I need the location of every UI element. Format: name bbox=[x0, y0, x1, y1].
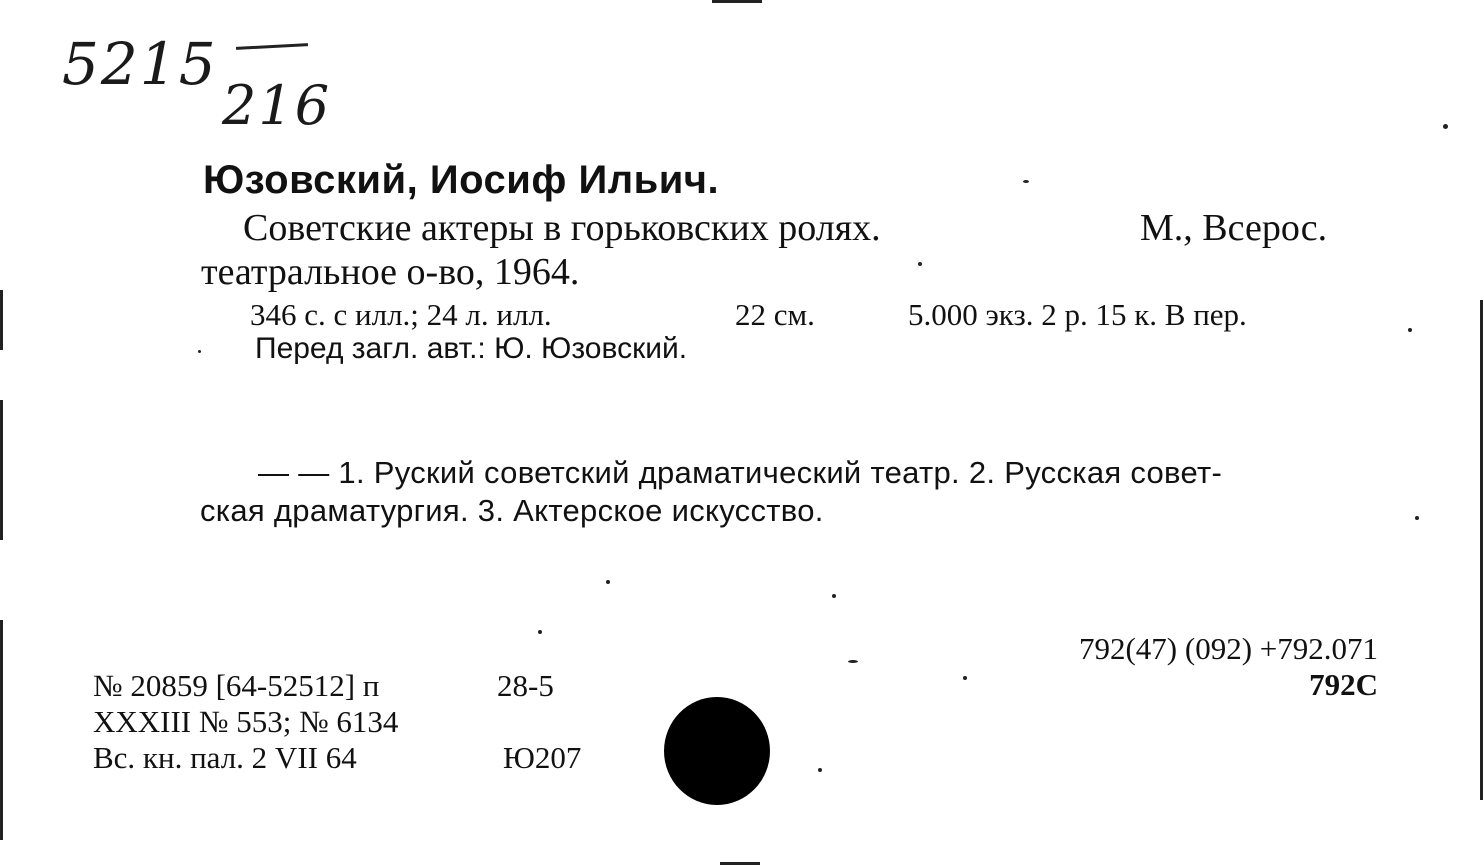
registry-series: XXXIII № 553; № 6134 bbox=[93, 704, 399, 739]
bbk-classification: 792С bbox=[1309, 667, 1378, 702]
publisher-continued: театральное о-во, 1964. bbox=[201, 251, 580, 293]
pagination: 346 с. с илл.; 24 л. илл. bbox=[250, 297, 552, 332]
subject-headings-line2: ская драматургия. 3. Актерское искусство. bbox=[200, 493, 824, 528]
top-edge-mark bbox=[712, 0, 762, 3]
speck bbox=[818, 768, 822, 772]
dimensions: 22 см. bbox=[735, 297, 815, 332]
right-edge-mark bbox=[1480, 300, 1483, 800]
handwritten-overline bbox=[236, 43, 308, 50]
speck bbox=[538, 630, 542, 634]
speck bbox=[606, 580, 610, 584]
chamber-code: Ю207 bbox=[503, 740, 582, 775]
speck bbox=[963, 676, 967, 680]
bottom-edge-mark bbox=[720, 862, 760, 865]
speck bbox=[1408, 328, 1412, 332]
edition-price: 5.000 экз. 2 р. 15 к. В пер. bbox=[908, 297, 1247, 332]
author-heading: Юзовский, Иосиф Ильич. bbox=[203, 158, 720, 202]
book-title: Советские актеры в горьковских ролях. bbox=[243, 207, 881, 249]
speck bbox=[918, 262, 922, 266]
handwritten-subnumber: 216 bbox=[222, 74, 332, 137]
registry-number: № 20859 [64-52512] п bbox=[93, 668, 380, 703]
speck bbox=[1415, 516, 1419, 520]
punch-hole bbox=[664, 697, 770, 805]
registry-code: 28-5 bbox=[497, 668, 554, 703]
speck bbox=[1023, 180, 1029, 183]
speck bbox=[198, 350, 201, 353]
subject-headings-line1: — — 1. Руский советский драматический театр. 2. Русская совет- bbox=[258, 455, 1223, 490]
title-note: Перед загл. авт.: Ю. Юзовский. bbox=[255, 332, 688, 365]
left-edge-mark bbox=[0, 290, 3, 350]
speck bbox=[1443, 124, 1448, 129]
left-edge-mark bbox=[0, 620, 3, 840]
left-edge-mark bbox=[0, 400, 3, 540]
speck bbox=[848, 660, 858, 663]
speck bbox=[832, 594, 836, 598]
chamber-record: Вс. кн. пал. 2 VII 64 bbox=[93, 740, 357, 775]
publication-place: М., Всерос. bbox=[1140, 207, 1328, 249]
handwritten-number: 5215 bbox=[62, 30, 218, 98]
udc-classification: 792(47) (092) +792.071 bbox=[1078, 631, 1378, 666]
